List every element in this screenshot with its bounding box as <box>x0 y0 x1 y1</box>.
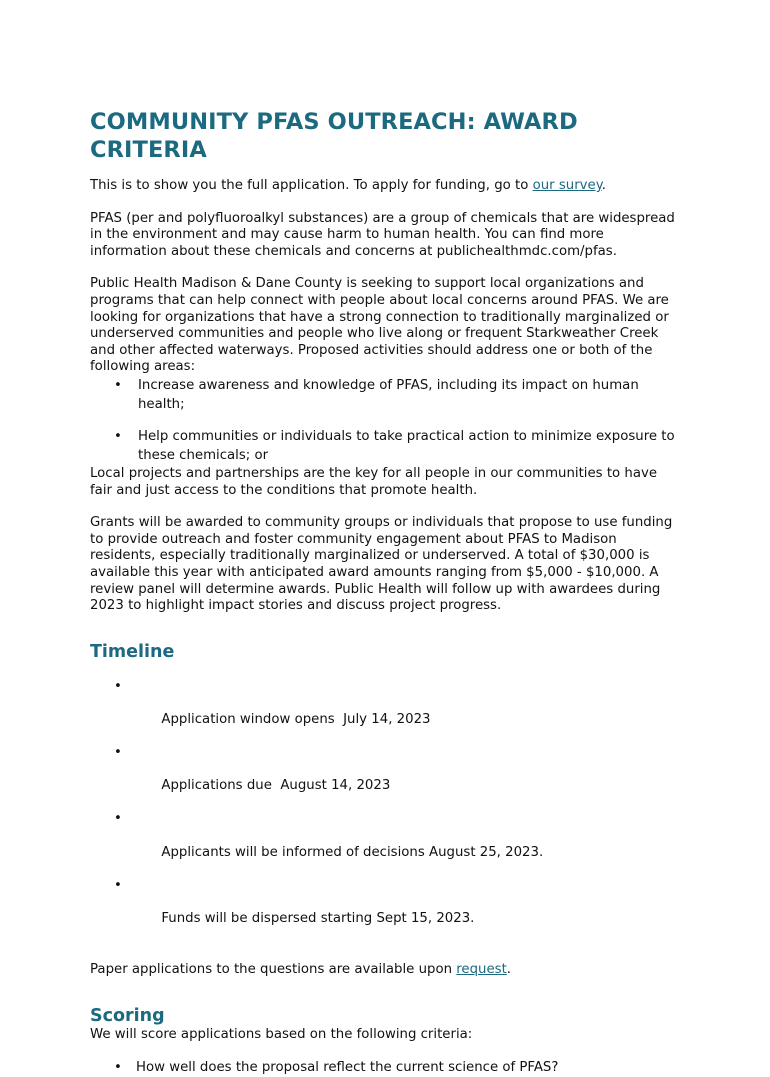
list-item <box>90 878 678 944</box>
scoring-intro: We will score applications based on the following criteria: <box>90 1026 473 1042</box>
bullet-icon: • <box>114 877 122 893</box>
bullet-icon: • <box>114 811 122 827</box>
page-title: COMMUNITY PFAS OUTREACH: AWARD CRITERIA <box>90 109 578 163</box>
bullet-icon: • <box>114 1060 122 1076</box>
paper-applications-paragraph <box>90 962 678 979</box>
bullet-icon: • <box>114 678 122 694</box>
survey-link[interactable]: our survey <box>532 178 602 193</box>
paper-text-end: . <box>506 962 512 978</box>
phmdc-paragraph: Public Health Madison & Dane County is seeking to support local organizations and programs that can help connect with people about local concerns around PFAS. We are looking for organizations that have a strong connection to traditionally marginalized or underserved communities and people who live along or frequent Starkweather Creek and other affected waterways. Proposed activities should address one or both of the following areas: <box>90 276 669 375</box>
intro-paragraph <box>90 178 678 195</box>
intro-text-end: . <box>601 178 606 193</box>
list-item <box>90 745 678 811</box>
list-item-text: Applications due August 14, 2023 <box>161 778 391 794</box>
focus-areas-list <box>90 376 678 466</box>
document-page <box>90 108 678 1077</box>
scoring-heading: Scoring <box>90 1005 165 1026</box>
request-link[interactable]: request <box>456 962 507 978</box>
bullet-icon: • <box>114 428 122 444</box>
local-projects-paragraph: Local projects and partnerships are the key for all people in our communities to have fair and just access to the conditions that promote health. <box>90 465 658 498</box>
intro-text: This is to show you the full application. To apply for funding, go to <box>90 178 533 193</box>
bullet-icon: • <box>114 377 122 393</box>
list-item <box>90 376 678 415</box>
grants-paragraph: Grants will be awarded to community groups or individuals that propose to use funding to provide outreach and foster community engagement about PFAS to Madison residents, especially traditionally marginalized or underserved. A total of $30,000 is available this year with anticipated award amounts ranging from $5,000 - $10,000. A review panel will determine awards. Public Health will follow up with awardees during 2023 to highlight impact stories and discuss project progress. <box>90 515 673 614</box>
list-item-text: Applicants will be informed of decisions August 25, 2023. <box>161 844 544 860</box>
list-item-text: How well does the proposal reflect the current science of PFAS? <box>136 1060 559 1076</box>
list-item-text: Funds will be dispersed starting Sept 15, 2023. <box>161 911 475 926</box>
scoring-criteria-list <box>90 1060 678 1077</box>
pfas-definition-paragraph: PFAS (per and polyfluoroalkyl substances) are a group of chemicals that are widespread in the environment and may cause harm to human health. You can find more information about these chemicals and concerns at publichealthmdc.com/pfas. <box>90 210 675 259</box>
list-item-text: Help communities or individuals to take practical action to minimize exposure to these chemicals; or <box>138 428 675 464</box>
timeline-list <box>90 679 678 945</box>
bullet-icon: • <box>114 745 122 761</box>
list-item <box>90 811 678 877</box>
list-item-text: Increase awareness and knowledge of PFAS, including its impact on human health; <box>138 377 639 413</box>
list-item <box>90 427 678 466</box>
paper-text: Paper applications to the questions are available upon <box>90 962 457 978</box>
list-item-text: Application window opens July 14, 2023 <box>161 711 431 727</box>
list-item <box>90 1060 678 1077</box>
list-item <box>90 679 678 745</box>
timeline-heading: Timeline <box>90 641 175 662</box>
